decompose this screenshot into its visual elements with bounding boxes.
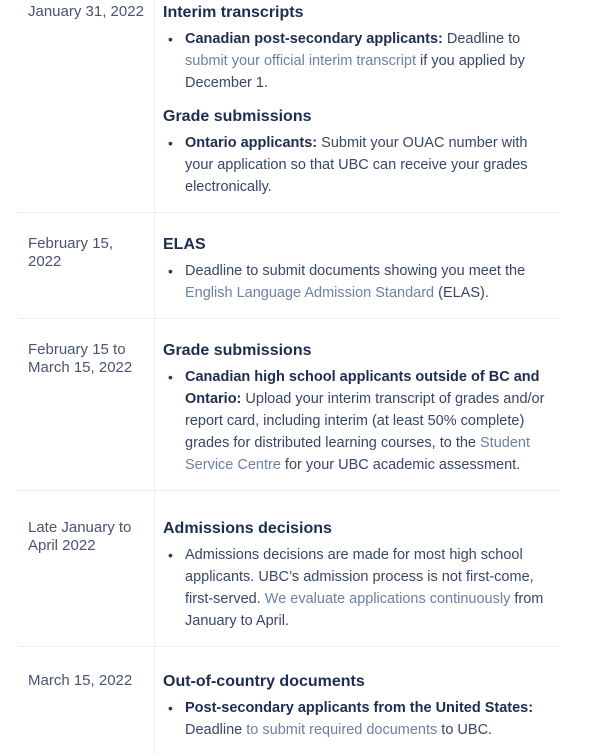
bullet-text: Deadline xyxy=(185,722,247,738)
bullet-text: Upload your interim transcript of grades and/or report card, including interim (at least 50% complete) grades for distributed learning courses, to the xyxy=(185,391,545,451)
section xyxy=(163,107,554,198)
bullet-icon: • xyxy=(168,369,173,385)
timeline-table xyxy=(18,0,560,755)
bullet-text: Deadline to submit documents showing you meet the xyxy=(185,263,526,279)
section xyxy=(163,672,554,741)
bullet-icon: • xyxy=(168,263,173,279)
content-cell xyxy=(155,491,560,646)
bullet-item xyxy=(163,132,554,198)
timeline-row xyxy=(18,490,560,646)
bullet-lead-in: Canadian high school applicants outside of BC and Ontario: xyxy=(185,369,540,407)
section xyxy=(163,341,554,476)
date-line: March 15, 2022 xyxy=(28,359,133,376)
bullet-lead-in: Canadian post-secondary applicants: xyxy=(185,31,443,47)
section-heading: ELAS xyxy=(163,236,206,253)
section-heading: Out-of-country documents xyxy=(163,673,365,690)
bullet-icon: • xyxy=(168,135,173,151)
bullet-icon: • xyxy=(168,31,173,47)
date-line: Late January to xyxy=(28,519,132,536)
date-cell xyxy=(18,647,155,755)
bullet-list xyxy=(163,697,554,741)
date-line: January 31, 2022 xyxy=(28,3,144,20)
date-line: 2022 xyxy=(28,253,62,270)
date-line: March 15, 2022 xyxy=(28,672,133,689)
section xyxy=(163,3,554,94)
section xyxy=(163,519,554,632)
bullet-item xyxy=(163,544,554,632)
bullet-text: (ELAS). xyxy=(434,285,489,301)
date-line: April 2022 xyxy=(28,537,96,554)
bullet-icon: • xyxy=(168,547,173,563)
bullet-list xyxy=(163,132,554,198)
section-heading: Interim transcripts xyxy=(163,4,304,21)
bullet-item xyxy=(163,697,554,741)
bullet-list xyxy=(163,366,554,476)
date-cell xyxy=(18,319,155,490)
bullet-list xyxy=(163,28,554,94)
bullet-text: if you applied by December 1. xyxy=(185,53,525,91)
bullet-text: for your UBC academic assessment. xyxy=(280,457,521,473)
bullet-item xyxy=(163,260,554,304)
inline-link[interactable]: We evaluate applications continuously xyxy=(264,591,511,607)
timeline-row xyxy=(18,318,560,490)
bullet-text: Deadline to xyxy=(442,31,521,47)
bullet-item xyxy=(163,28,554,94)
bullet-text: Submit your OUAC number with your application so that UBC can receive your grades electronically. xyxy=(185,135,528,195)
timeline-row xyxy=(18,646,560,755)
section-heading: Admissions decisions xyxy=(163,520,332,537)
bullet-item xyxy=(163,366,554,476)
bullet-text: Admissions decisions are made for most high school applicants. UBC’s admission process is not first-come, first-served. xyxy=(185,547,534,607)
section-heading: Grade submissions xyxy=(163,108,312,125)
timeline-row xyxy=(18,212,560,318)
content-cell xyxy=(155,319,560,490)
bullet-text: from January to April. xyxy=(185,591,544,629)
content-cell xyxy=(155,0,560,212)
bullet-list xyxy=(163,260,554,304)
bullet-lead-in: Ontario applicants: xyxy=(185,135,318,151)
inline-link[interactable]: submit your official interim transcript xyxy=(185,53,417,69)
section-heading: Grade submissions xyxy=(163,342,312,359)
date-cell xyxy=(18,0,155,212)
content-cell xyxy=(155,213,560,318)
bullet-list xyxy=(163,544,554,632)
date-cell xyxy=(18,213,155,318)
date-line: February 15, xyxy=(28,235,114,252)
timeline-row xyxy=(18,0,560,212)
bullet-text: to UBC. xyxy=(437,722,493,738)
bullet-icon: • xyxy=(168,700,173,716)
bullet-lead-in: Post-secondary applicants from the United States: xyxy=(185,700,534,716)
section xyxy=(163,235,554,304)
date-line: February 15 to xyxy=(28,341,126,358)
inline-link[interactable]: Student Service Centre xyxy=(185,435,530,473)
content-cell xyxy=(155,647,560,755)
date-cell xyxy=(18,491,155,646)
inline-link[interactable]: to submit required documents xyxy=(246,722,438,738)
inline-link[interactable]: English Language Admission Standard xyxy=(185,285,435,301)
